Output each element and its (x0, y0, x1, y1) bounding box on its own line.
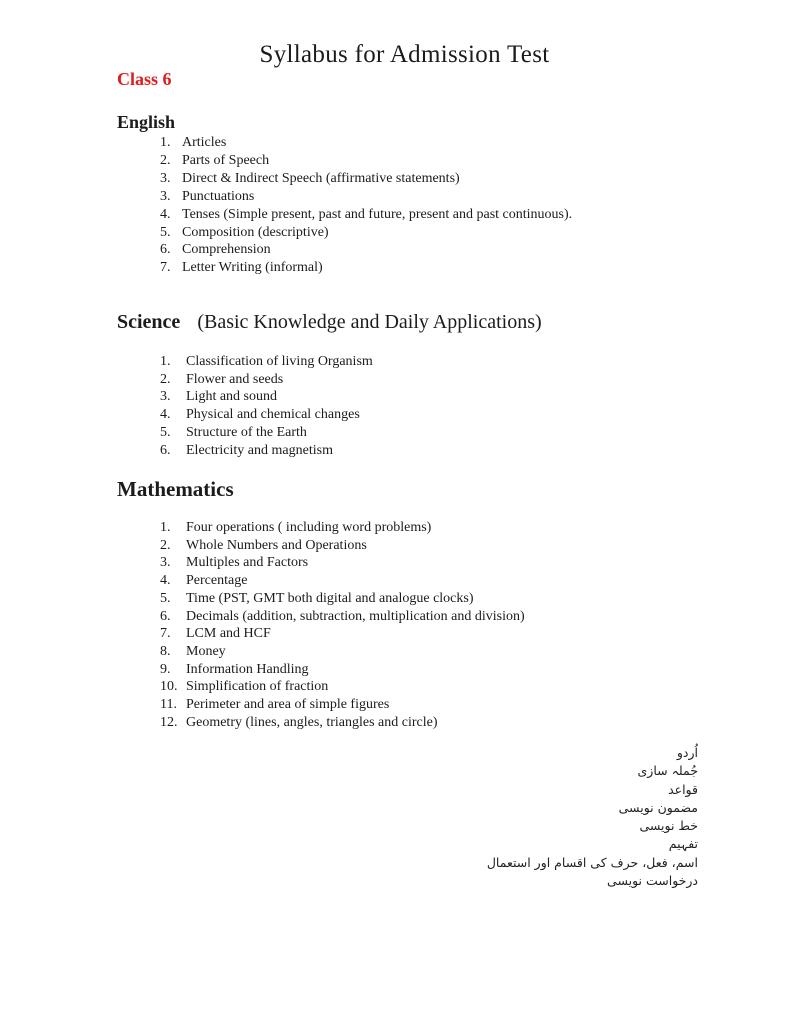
class-label: Class 6 (117, 69, 172, 89)
list-item (160, 259, 572, 277)
page-title: Syllabus for Admission Test (259, 41, 550, 68)
list-item (160, 572, 525, 590)
list-item (160, 388, 373, 406)
list-item (160, 134, 572, 152)
urdu-line-text: خط نویسی (639, 818, 698, 834)
list-item-text: Geometry (lines, angles, triangles and circle) (186, 714, 438, 730)
list-item-text: Money (186, 643, 226, 659)
list-item-number: 12. (160, 714, 178, 730)
list-item-number: 4. (160, 573, 171, 589)
list-item (160, 371, 373, 389)
list-item-number: 6. (160, 242, 171, 258)
list-item-number: 6. (160, 442, 171, 458)
urdu-line-text: تفہیم (668, 836, 698, 852)
list-item (160, 170, 572, 188)
urdu-list-line (487, 835, 698, 853)
list-item (160, 590, 525, 608)
list-item-text: Classification of living Organism (186, 354, 373, 369)
list-item-number: 2. (160, 371, 171, 387)
section-heading-english: English (117, 112, 176, 132)
list-item (160, 554, 525, 572)
list-item (160, 678, 525, 696)
list-item-text: Punctuations (182, 188, 255, 204)
list-item (160, 519, 525, 537)
list-item-number: 5. (160, 424, 171, 440)
list-item-text: Letter Writing (informal) (182, 260, 323, 276)
list-item (160, 625, 525, 643)
list-item (160, 188, 572, 206)
list-item (160, 224, 572, 242)
list-item-text: Simplification of fraction (186, 679, 329, 695)
list-item-number: 9. (160, 661, 171, 677)
list-item-text: Perimeter and area of simple figures (186, 697, 390, 713)
list-item-text: Four operations ( including word problems) (186, 520, 432, 535)
list-item (160, 152, 572, 170)
urdu-line-text: اسم، فعل، حرف کی اقسام اور استعمال (486, 854, 698, 870)
list-item-text: Tenses (Simple present, past and future, present and past continuous). (182, 206, 573, 222)
list-item (160, 241, 572, 259)
urdu-list-line (487, 817, 698, 835)
urdu-list-line (487, 872, 698, 890)
list-item-text: Percentage (186, 573, 248, 589)
urdu-line-text: جُملہ سازی (637, 763, 698, 779)
list-item (160, 442, 373, 460)
list-item-text: Light and sound (186, 389, 277, 405)
list-item-text: Electricity and magnetism (186, 442, 333, 458)
list-item (160, 424, 373, 442)
list-item-number: 1. (160, 354, 171, 369)
list-item-number: 4. (160, 407, 171, 423)
list-item-text: LCM and HCF (186, 626, 271, 642)
list-item-text: Decimals (addition, subtraction, multiplication and division) (186, 608, 525, 624)
mathematics-topic-list (160, 519, 525, 731)
list-item-text: Structure of the Earth (186, 424, 307, 440)
list-item-number: 5. (160, 224, 171, 240)
list-item-text: Flower and seeds (186, 371, 284, 387)
list-item-text: Physical and chemical changes (186, 407, 360, 423)
list-item-text: Articles (182, 135, 227, 150)
urdu-line-text: اُردو (676, 745, 698, 760)
section-heading-science (117, 311, 542, 334)
list-item-number: 4. (160, 206, 171, 222)
science-heading-label: Science (117, 311, 181, 333)
list-item-text: Parts of Speech (182, 152, 270, 168)
list-item-text: Whole Numbers and Operations (186, 537, 367, 553)
science-heading-subtitle: (Basic Knowledge and Daily Applications) (197, 311, 542, 333)
list-item (160, 537, 525, 555)
urdu-list-line (487, 762, 698, 780)
list-item-number: 6. (160, 608, 171, 624)
list-item-number: 7. (160, 260, 171, 276)
list-item-number: 7. (160, 626, 171, 642)
section-heading-mathematics: Mathematics (117, 477, 234, 501)
list-item-number: 3. (160, 555, 171, 571)
science-topic-list (160, 353, 373, 459)
list-item (160, 643, 525, 661)
list-item-number: 8. (160, 643, 171, 659)
urdu-topic-list (487, 744, 698, 890)
urdu-line-text: مضمون نویسی (618, 799, 698, 815)
list-item-number: 3. (160, 389, 171, 405)
list-item (160, 406, 373, 424)
list-item-number: 2. (160, 537, 171, 553)
list-item-number: 1. (160, 135, 171, 150)
list-item-number: 11. (160, 697, 177, 713)
list-item-text: Multiples and Factors (186, 555, 309, 571)
list-item-text: Time (PST, GMT both digital and analogue clocks) (186, 590, 474, 606)
list-item (160, 661, 525, 679)
list-item (160, 696, 525, 714)
urdu-line-text: درخواست نویسی (607, 873, 698, 889)
list-item-text: Information Handling (186, 661, 309, 677)
list-item-number: 3. (160, 188, 171, 204)
list-item-number: 10. (160, 679, 178, 695)
urdu-list-line (487, 781, 698, 799)
list-item-text: Comprehension (182, 242, 271, 258)
list-item (160, 714, 525, 732)
urdu-list-line (487, 854, 698, 872)
list-item-text: Composition (descriptive) (182, 224, 329, 240)
list-item (160, 206, 572, 224)
english-topic-list (160, 134, 572, 277)
list-item-number: 2. (160, 152, 171, 168)
urdu-list-line (487, 799, 698, 817)
list-item-number: 3. (160, 170, 171, 186)
list-item (160, 353, 373, 371)
list-item-text: Direct & Indirect Speech (affirmative statements) (182, 170, 460, 186)
list-item (160, 608, 525, 626)
list-item-number: 1. (160, 520, 171, 535)
urdu-list-line (487, 744, 698, 762)
list-item-number: 5. (160, 590, 171, 606)
urdu-line-text: قواعد (668, 781, 698, 797)
